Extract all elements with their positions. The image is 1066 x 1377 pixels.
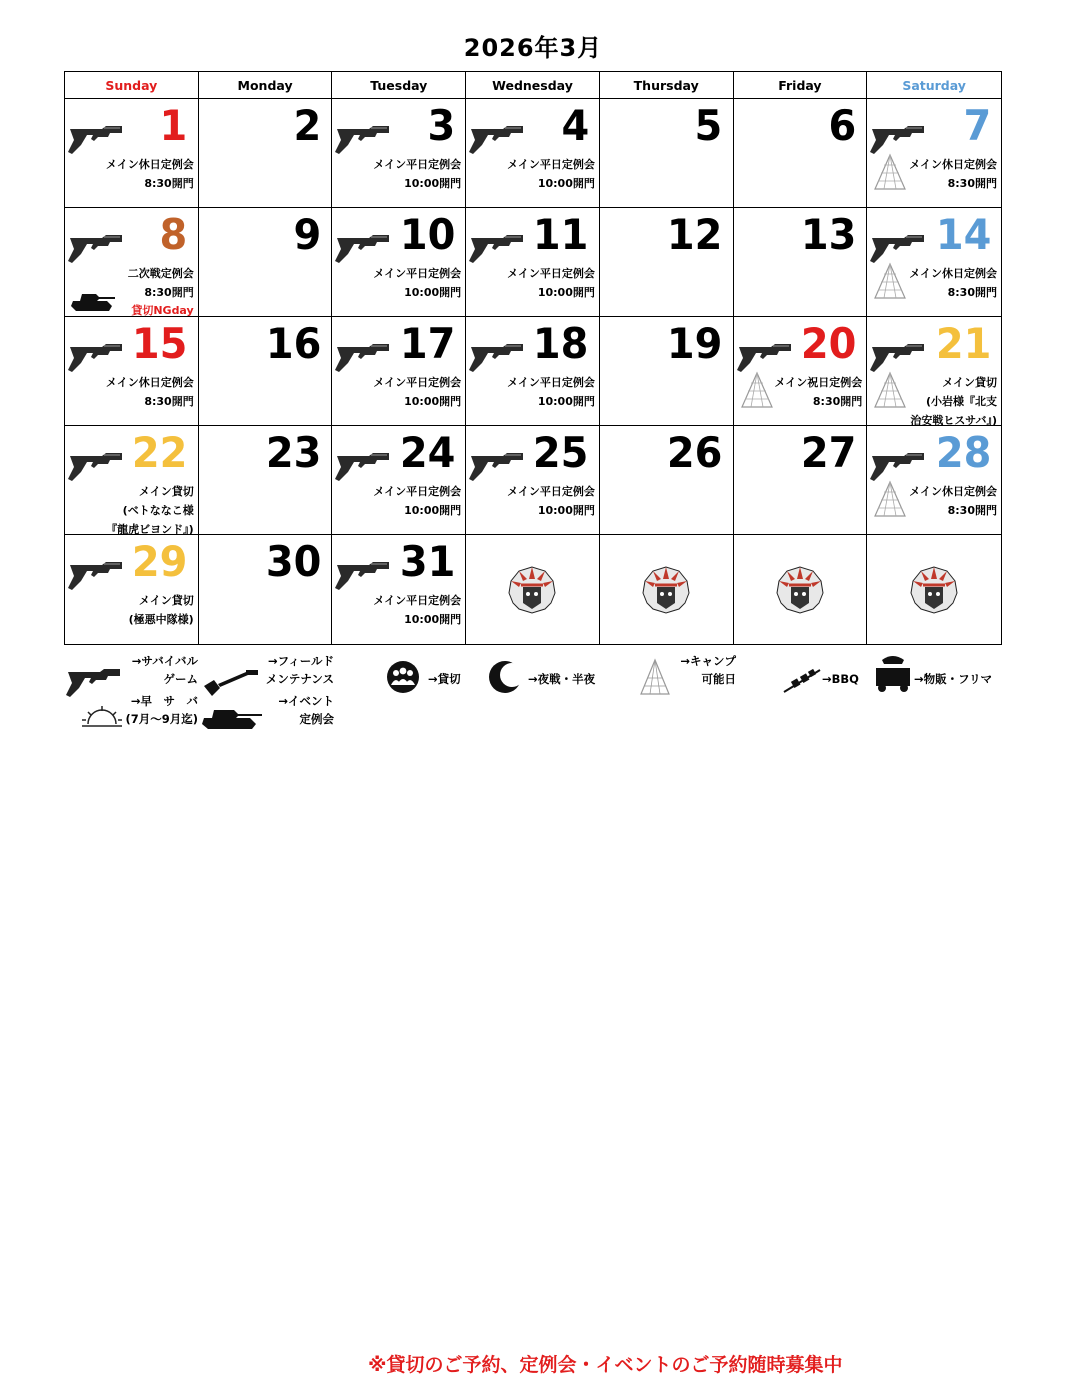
event-line: 10:00開門 [537, 395, 595, 408]
legend-camp: →キャンプ 可能日 [680, 654, 736, 686]
chief-headdress-icon [907, 563, 961, 617]
event-line: メイン貸切 [942, 376, 997, 389]
event-line: メイン平日定例会 [507, 158, 595, 171]
day-cell-18 [466, 317, 600, 426]
event-line: 10:00開門 [404, 613, 462, 626]
day-number: 4 [561, 101, 589, 150]
day-number: 16 [265, 319, 322, 368]
revolver-icon [870, 119, 928, 157]
empty-day-cell [600, 535, 734, 644]
event-text [373, 264, 461, 302]
day-number: 17 [399, 319, 456, 368]
day-cell-16 [199, 317, 333, 426]
day-cell-13 [734, 208, 868, 317]
day-number: 25 [533, 428, 589, 477]
revolver-icon [737, 337, 795, 375]
event-line: 『龍虎ビヨンド』) [106, 523, 194, 535]
day-cell-5 [600, 99, 734, 208]
event-line: メイン休日定例会 [105, 158, 194, 171]
day-number: 15 [132, 319, 188, 368]
day-cell-6 [734, 99, 868, 208]
event-line: メイン平日定例会 [373, 158, 462, 171]
tent-icon [638, 658, 672, 696]
event-line: メイン平日定例会 [373, 594, 462, 607]
bbq-skewer-icon [782, 668, 822, 694]
day-number: 10 [399, 210, 456, 259]
empty-day-cell [867, 535, 1001, 644]
weekday-header-tuesday: Tuesday [332, 72, 466, 99]
legend [0, 648, 1066, 1376]
revolver-icon [68, 555, 126, 593]
day-number: 13 [800, 210, 857, 259]
day-number: 12 [667, 210, 723, 259]
food-stall-icon [872, 654, 914, 694]
event-text [507, 155, 595, 193]
event-text [507, 373, 595, 411]
event-line: (極悪中隊様) [128, 613, 194, 626]
event-line: メイン貸切 [138, 594, 194, 607]
tent-icon [739, 371, 775, 409]
event-line: メイン平日定例会 [507, 267, 595, 280]
legend-shop: →物販・フリマ [914, 672, 992, 686]
day-number: 30 [265, 537, 322, 586]
day-number: 29 [132, 537, 188, 586]
day-number: 8 [159, 210, 188, 259]
revolver-icon [870, 228, 928, 266]
event-line: メイン休日定例会 [105, 376, 194, 389]
event-text [373, 155, 461, 193]
event-text [106, 373, 194, 411]
weekday-header-saturday: Saturday [867, 72, 1001, 99]
day-number: 31 [399, 537, 456, 586]
day-cell-14 [867, 208, 1001, 317]
event-line: メイン平日定例会 [373, 267, 462, 280]
event-text [507, 482, 595, 520]
event-line: メイン休日定例会 [909, 158, 997, 171]
tent-icon [872, 371, 908, 409]
day-cell-30 [199, 535, 333, 644]
day-cell-21 [867, 317, 1001, 426]
empty-day-cell [466, 535, 600, 644]
event-line: 8:30開門 [812, 395, 863, 408]
tank-icon [200, 706, 264, 730]
day-cell-24 [332, 426, 466, 535]
event-line: メイン休日定例会 [909, 485, 997, 498]
legend-field: →フィールド メンテナンス [265, 654, 334, 686]
weekday-header-sunday: Sunday [65, 72, 199, 99]
day-cell-8 [65, 208, 199, 317]
revolver-icon [870, 446, 928, 484]
legend-bbq: →BBQ [822, 672, 859, 686]
event-line: 10:00開門 [404, 395, 462, 408]
event-text [106, 482, 194, 535]
revolver-icon [68, 228, 126, 266]
day-number: 23 [265, 428, 322, 477]
event-line: 10:00開門 [537, 286, 595, 299]
day-number: 27 [800, 428, 857, 477]
event-line: 8:30開門 [947, 286, 997, 299]
day-number: 24 [399, 428, 456, 477]
day-number: 1 [159, 101, 188, 150]
page-title: 2026年3月 [463, 34, 603, 62]
tent-icon [872, 480, 908, 518]
crescent-icon [488, 660, 524, 694]
event-line: 10:00開門 [537, 504, 595, 517]
legend-survival: →サバイバル ゲーム [131, 654, 198, 686]
event-text [775, 373, 863, 411]
day-number: 21 [935, 319, 991, 368]
day-number: 7 [963, 101, 991, 150]
event-line: 10:00開門 [404, 286, 462, 299]
day-cell-12 [600, 208, 734, 317]
day-cell-22 [65, 426, 199, 535]
event-text [909, 482, 997, 520]
day-cell-26 [600, 426, 734, 535]
event-line: 8:30開門 [947, 504, 997, 517]
day-number: 3 [427, 101, 456, 150]
revolver-icon [66, 662, 124, 698]
legend-event: →イベント 定例会 [278, 694, 334, 726]
event-line: (ベトななこ様 [122, 504, 194, 517]
event-text [909, 155, 997, 193]
event-text [373, 591, 461, 629]
chief-headdress-icon [639, 563, 693, 617]
calendar-grid [64, 71, 1002, 645]
revolver-icon [469, 119, 527, 157]
day-cell-20 [734, 317, 868, 426]
legend-early: →早 サ バ (7月〜9月迄) [125, 694, 198, 726]
empty-day-cell [734, 535, 868, 644]
day-cell-1 [65, 99, 199, 208]
day-cell-23 [199, 426, 333, 535]
revolver-icon [335, 446, 393, 484]
event-line: メイン休日定例会 [909, 267, 997, 280]
revolver-icon [335, 119, 393, 157]
day-cell-19 [600, 317, 734, 426]
chief-headdress-icon [505, 563, 559, 617]
day-number: 20 [800, 319, 857, 368]
event-line: 10:00開門 [404, 177, 462, 190]
revolver-icon [469, 337, 527, 375]
group-icon [384, 660, 422, 694]
event-line: 治安戦ヒスサバ』) [910, 414, 997, 426]
event-text [373, 373, 461, 411]
reservation-notice: ※貸切のご予約、定例会・イベントのご予約随時募集中 [368, 1354, 843, 1376]
event-line: メイン平日定例会 [507, 485, 595, 498]
revolver-icon [335, 555, 393, 593]
tent-icon [872, 153, 908, 191]
weekday-header-thursday: Thursday [600, 72, 734, 99]
event-line: (小岩様『北支 [925, 395, 997, 408]
weekday-header-wednesday: Wednesday [466, 72, 600, 99]
revolver-icon [335, 228, 393, 266]
revolver-icon [68, 337, 126, 375]
event-line: 二次戦定例会 [127, 267, 194, 280]
day-cell-28 [867, 426, 1001, 535]
day-number: 22 [132, 428, 188, 477]
event-line: メイン貸切 [138, 485, 194, 498]
day-cell-31 [332, 535, 466, 644]
revolver-icon [870, 337, 928, 375]
event-line: 10:00開門 [404, 504, 462, 517]
revolver-icon [68, 119, 126, 157]
day-cell-10 [332, 208, 466, 317]
day-cell-9 [199, 208, 333, 317]
event-line: 10:00開門 [537, 177, 595, 190]
event-line: 8:30開門 [947, 177, 997, 190]
event-line: メイン平日定例会 [507, 376, 595, 389]
weekday-header-monday: Monday [199, 72, 333, 99]
shovel-icon [200, 668, 262, 700]
sunrise-icon [80, 704, 124, 730]
event-text [128, 264, 194, 302]
day-number: 18 [533, 319, 589, 368]
day-number: 11 [533, 210, 589, 259]
revolver-icon [335, 337, 393, 375]
day-number: 26 [667, 428, 723, 477]
revolver-icon [68, 446, 126, 484]
day-number: 5 [694, 101, 723, 150]
day-cell-3 [332, 99, 466, 208]
day-number: 9 [293, 210, 322, 259]
day-number: 6 [828, 101, 857, 150]
day-number: 19 [667, 319, 723, 368]
event-text [106, 155, 194, 193]
day-number: 14 [935, 210, 991, 259]
event-line: 8:30開門 [144, 286, 194, 299]
event-line: メイン平日定例会 [373, 376, 462, 389]
legend-night: →夜戦・半夜 [528, 672, 596, 686]
day-number: 2 [293, 101, 322, 150]
event-text [507, 264, 595, 302]
event-text [910, 373, 997, 426]
day-cell-17 [332, 317, 466, 426]
day-cell-11 [466, 208, 600, 317]
event-line: メイン祝日定例会 [774, 376, 863, 389]
event-text [129, 591, 194, 629]
event-line: 8:30開門 [144, 177, 194, 190]
revolver-icon [469, 228, 527, 266]
day-cell-27 [734, 426, 868, 535]
day-cell-15 [65, 317, 199, 426]
day-number: 28 [935, 428, 991, 477]
day-cell-4 [466, 99, 600, 208]
day-cell-2 [199, 99, 333, 208]
day-cell-7 [867, 99, 1001, 208]
revolver-icon [469, 446, 527, 484]
event-line: 8:30開門 [144, 395, 194, 408]
legend-charter: →貸切 [428, 672, 461, 686]
event-text [373, 482, 461, 520]
chief-headdress-icon [773, 563, 827, 617]
event-text [909, 264, 997, 302]
tank-icon [70, 290, 116, 312]
event-line: メイン平日定例会 [373, 485, 462, 498]
day-cell-25 [466, 426, 600, 535]
weekday-header-friday: Friday [734, 72, 868, 99]
tent-icon [872, 262, 908, 300]
charter-ng-label: 貸切NGday [131, 304, 194, 317]
day-cell-29 [65, 535, 199, 644]
